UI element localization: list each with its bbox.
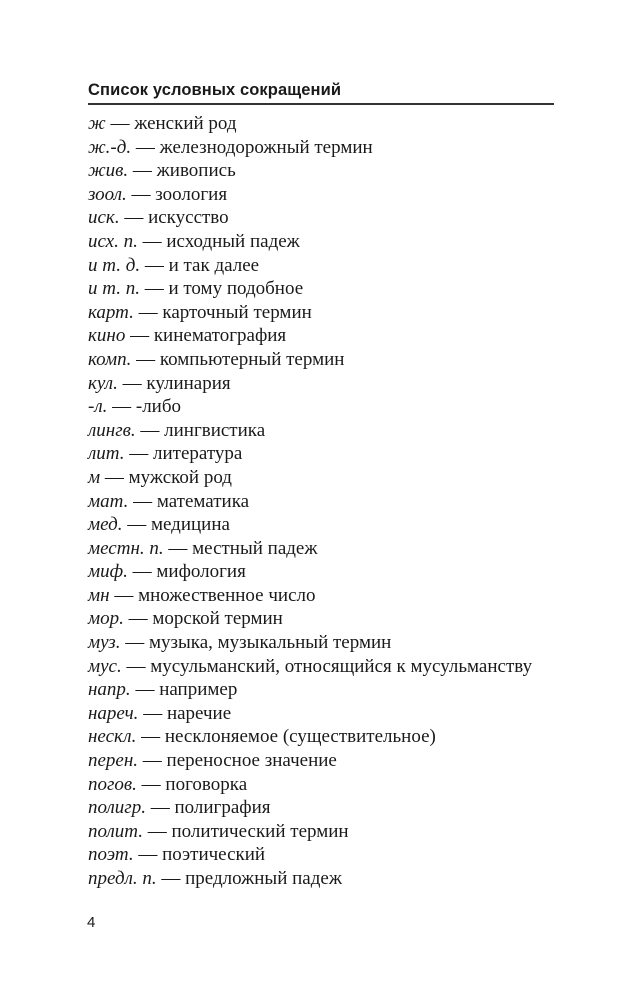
abbreviation: зоол.: [88, 183, 127, 205]
dash-separator: —: [122, 514, 151, 536]
list-item: [88, 112, 568, 136]
list-item: [88, 702, 568, 726]
abbreviation: кул.: [88, 372, 118, 394]
dash-separator: —: [136, 726, 165, 748]
list-item: [88, 631, 568, 655]
dash-separator: —: [105, 113, 135, 134]
abbreviation: иск.: [88, 207, 120, 229]
meaning: местный падеж: [192, 537, 318, 559]
dash-separator: —: [135, 419, 165, 441]
meaning: политический термин: [171, 820, 349, 842]
abbreviation: и т. п.: [88, 278, 140, 300]
meaning: переносное значение: [166, 750, 337, 772]
page-number: 4: [87, 914, 96, 931]
dash-separator: —: [143, 820, 172, 842]
meaning: искусство: [148, 207, 229, 229]
dash-separator: —: [119, 207, 149, 229]
abbreviation: ж.-д.: [88, 136, 132, 158]
dash-separator: —: [125, 325, 154, 347]
abbreviation: полигр.: [88, 797, 146, 819]
meaning: мужской род: [128, 466, 232, 488]
meaning: исходный падеж: [166, 230, 300, 252]
list-item: [88, 466, 568, 490]
list-item: [88, 230, 568, 254]
meaning: железнодорожный термин: [159, 136, 373, 158]
dash-separator: —: [109, 584, 139, 606]
meaning: полиграфия: [174, 797, 271, 819]
abbreviation: -л.: [88, 396, 108, 418]
dash-separator: —: [126, 183, 156, 205]
dash-separator: —: [117, 372, 147, 394]
abbreviation: муз.: [88, 632, 121, 654]
list-item: [88, 867, 568, 891]
list-item: [88, 395, 568, 419]
abbreviation: жив.: [88, 160, 129, 182]
list-item: [88, 442, 568, 466]
dash-separator: —: [120, 632, 149, 654]
abbreviation: лингв.: [88, 419, 136, 441]
abbreviation: исх. п.: [88, 230, 138, 252]
meaning: кинематография: [153, 325, 287, 347]
abbreviation: перен.: [88, 750, 139, 772]
abbreviation: мн: [88, 584, 110, 606]
list-item: [88, 490, 568, 514]
abbreviation: миф.: [88, 561, 128, 583]
abbreviation: погов.: [88, 773, 137, 795]
dash-separator: —: [130, 679, 160, 701]
abbreviation: напр.: [88, 679, 131, 701]
dash-separator: —: [107, 396, 136, 418]
list-item: [88, 206, 568, 230]
dash-separator: —: [127, 561, 157, 583]
title-divider: [88, 103, 554, 105]
meaning: живопись: [156, 160, 236, 182]
meaning: несклоняемое (существительное): [164, 726, 436, 748]
list-item: [88, 513, 568, 537]
meaning: мусульманский, относящийся к мусульманству: [150, 655, 533, 677]
abbreviation: местн. п.: [88, 537, 164, 559]
list-item: [88, 843, 568, 867]
list-item: [88, 136, 568, 160]
abbreviation: мор.: [88, 608, 124, 630]
meaning: медицина: [150, 514, 230, 536]
dash-separator: —: [145, 797, 175, 819]
list-item: [88, 584, 568, 608]
dash-separator: —: [138, 750, 167, 772]
abbreviation: карт.: [88, 301, 134, 323]
list-item: [88, 301, 568, 325]
meaning: и тому подобное: [168, 278, 304, 300]
dash-separator: —: [100, 466, 129, 488]
list-item: [88, 537, 568, 561]
abbreviation: мат.: [88, 490, 129, 512]
abbreviation: кино: [88, 325, 126, 347]
list-item: [88, 749, 568, 773]
dash-separator: —: [121, 655, 151, 677]
list-item: [88, 773, 568, 797]
meaning: музыка, музыкальный термин: [148, 632, 392, 654]
meaning: зоология: [155, 183, 228, 205]
meaning: литература: [153, 443, 243, 465]
dash-separator: —: [131, 136, 160, 158]
abbreviation: полит.: [88, 820, 144, 842]
meaning: поговорка: [165, 773, 248, 795]
dash-separator: —: [136, 773, 166, 795]
dash-separator: —: [156, 868, 186, 889]
list-item: [88, 372, 568, 396]
list-item: [88, 348, 568, 372]
abbreviation: мед.: [88, 514, 123, 536]
abbreviation: предл. п.: [88, 868, 157, 889]
meaning: и так далее: [168, 254, 260, 276]
meaning: мифология: [156, 561, 246, 583]
abbreviation: поэт.: [88, 844, 134, 866]
dash-separator: —: [163, 537, 193, 559]
list-item: [88, 254, 568, 278]
abbreviation-list: [88, 112, 568, 891]
dash-separator: —: [128, 490, 157, 512]
dash-separator: —: [128, 160, 157, 182]
list-item: [88, 324, 568, 348]
meaning: например: [159, 679, 238, 701]
meaning: наречие: [166, 702, 232, 724]
abbreviation: ж: [88, 113, 106, 134]
dash-separator: —: [133, 844, 163, 866]
page-title: Список условных сокращений: [88, 81, 342, 99]
list-item: [88, 725, 568, 749]
abbreviation: мус.: [88, 655, 122, 677]
abbreviation: и т. д.: [88, 254, 141, 276]
meaning: множественное число: [138, 584, 316, 606]
list-item: [88, 796, 568, 820]
list-item: [88, 277, 568, 301]
list-item: [88, 159, 568, 183]
abbreviation: лит.: [88, 443, 125, 465]
meaning: женский род: [134, 113, 237, 134]
list-item: [88, 820, 568, 844]
abbreviation: м: [88, 466, 101, 488]
dash-separator: —: [140, 254, 169, 276]
dash-separator: —: [131, 348, 160, 370]
abbreviation: нареч.: [88, 702, 139, 724]
list-item: [88, 607, 568, 631]
abbreviation: нескл.: [88, 726, 137, 748]
dash-separator: —: [124, 443, 153, 465]
meaning: морской термин: [152, 608, 283, 630]
dash-separator: —: [139, 278, 169, 300]
list-item: [88, 183, 568, 207]
abbreviation: комп.: [88, 348, 132, 370]
dash-separator: —: [133, 301, 163, 323]
list-item: [88, 560, 568, 584]
meaning: кулинария: [146, 372, 231, 394]
dash-separator: —: [138, 702, 167, 724]
list-item: [88, 419, 568, 443]
meaning: карточный термин: [162, 301, 312, 323]
meaning: компьютерный термин: [159, 348, 345, 370]
dash-separator: —: [123, 608, 153, 630]
meaning: предложный падеж: [185, 868, 342, 889]
dash-separator: —: [137, 230, 167, 252]
list-item: [88, 678, 568, 702]
meaning: поэтический: [162, 844, 266, 866]
meaning: математика: [156, 490, 250, 512]
meaning: лингвистика: [164, 419, 266, 441]
meaning: -либо: [135, 396, 182, 418]
list-item: [88, 655, 568, 679]
